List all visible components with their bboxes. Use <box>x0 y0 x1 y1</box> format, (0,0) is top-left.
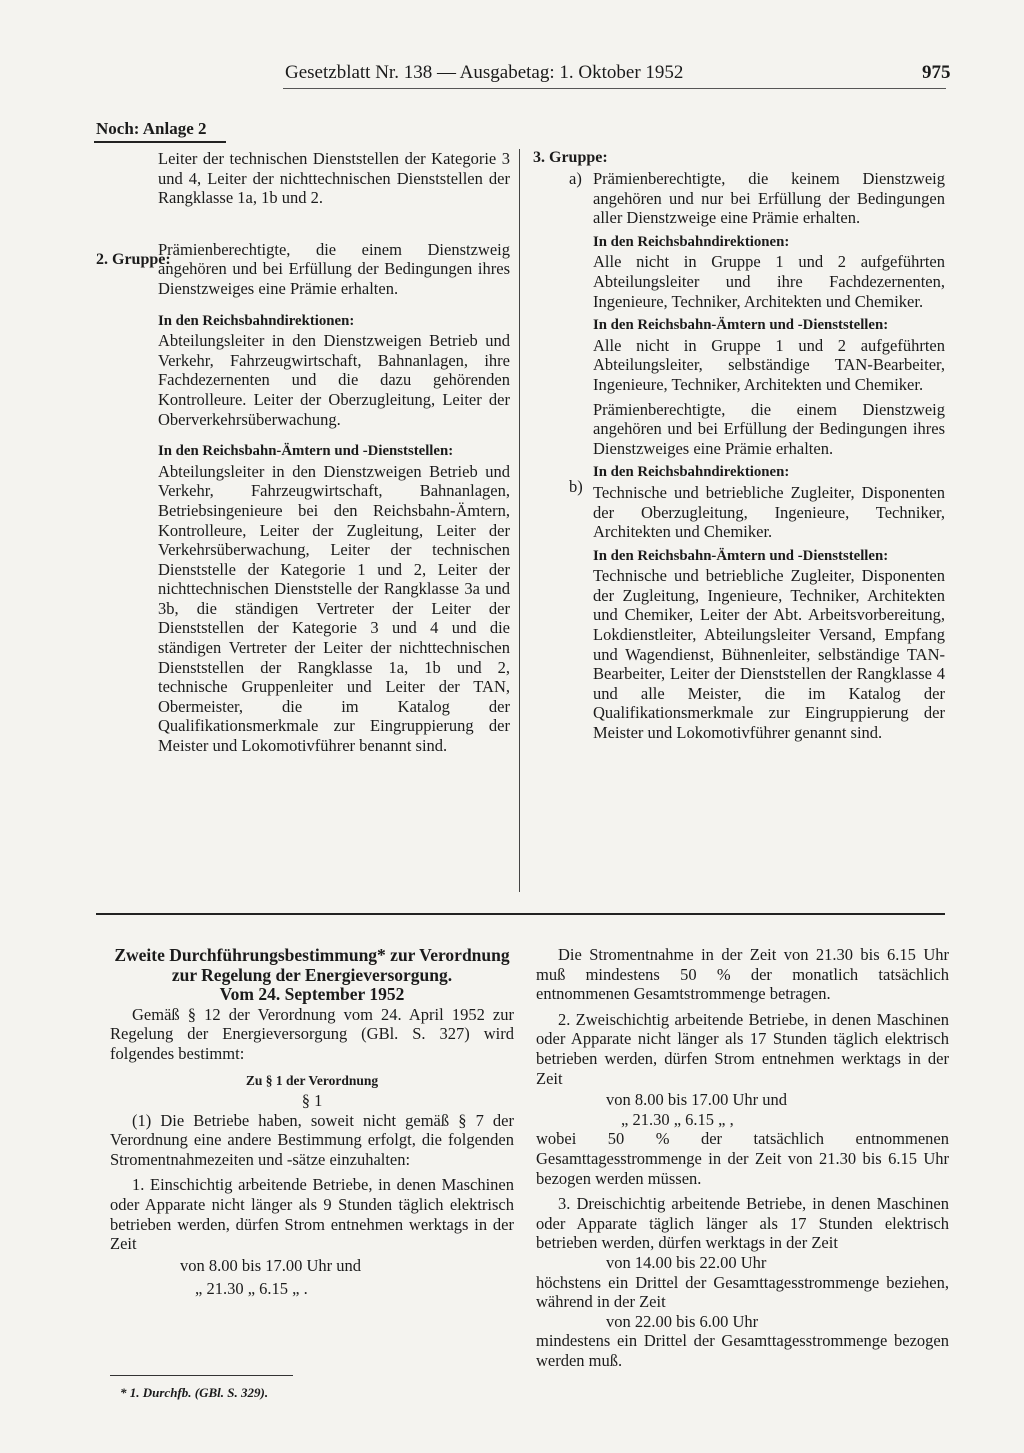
anlage-heading: Noch: Anlage 2 <box>96 119 207 138</box>
footnote: * 1. Durchfb. (GBl. S. 329). <box>120 1385 269 1400</box>
left-column <box>158 149 510 756</box>
g3a-aemter-text: Alle nicht in Gruppe 1 und 2 aufgeführten Abteilungsleiter, selbständige TAN-Bearbeiter, Ingenieure, Techniker, Architekten und Chemiker. <box>593 335 945 394</box>
verordnung-left-column <box>110 945 514 1299</box>
item-3-time-2: von 22.00 bis 6.00 Uhr <box>606 1311 759 1331</box>
g2-direktionen-text: Abteilungsleiter in den Dienstzweigen Betrieb und Verkehr, Fahrzeugwirtschaft, Bahnanlagen, ihre Fachdezernenten und die dazu gehörenden Kontrolleure. Leiter der Oberzugleitung, Leiter der Oberverkehrsüberwachung. <box>158 331 510 429</box>
g2-direktionen-heading: In den Reichsbahndirektionen: <box>158 312 355 329</box>
zu-paragraph-heading: Zu § 1 der Verordnung <box>245 1073 379 1089</box>
g3b-direktionen-text: Technische und betriebliche Zugleiter, Disponenten der Oberzugleitung, Ingenieure, Techniker, Architekten und Chemiker. <box>593 482 945 542</box>
right-column <box>593 169 945 743</box>
absatz-1: (1) Die Betriebe haben, soweit nicht gemäß § 7 der Verordnung eine andere Bestimmung erfolgt, die folgenden Stromentnahmezeiten und -sätze einzuhalten: <box>110 1110 514 1169</box>
item-3: 3. Dreischichtig arbeitende Betriebe, in denen Maschinen oder Apparate täglich länger als 17 Stunden elektrisch betrieben werden, dürfen werktags in der Zeit <box>536 1194 949 1253</box>
g3b-aemter-text: Technische und betriebliche Zugleiter, Disponenten der Zugleitung, Ingenieure, Techniker, Architekten und Chemiker, Leiter der Abt. Arbeitsvorbereitung, Lokdienstleiter, Abteilungsleiter Versand, Empfang und Wagendienst, Bühnenleiter, selbständige TAN-Bearbeiter, Leiter der Dienststellen der Rangklasse 4 und alle Meister, die im Katalog der Qualifikationsmerkmale zur Eingruppierung der Meister und Lokomotivführer genannt sind. <box>593 566 945 743</box>
page-number: 975 <box>922 62 951 83</box>
page-header-title: Gesetzblatt Nr. 138 — Ausgabetag: 1. Oktober 1952 <box>285 62 684 83</box>
item-1-time-2: „ 21.30 „ 6.15 „ . <box>195 1279 308 1299</box>
g3b-direktionen-heading: In den Reichsbahndirektionen: <box>593 464 790 481</box>
gruppe2-text: Prämienberechtigte, die einem Dienstzweig angehören und bei Erfüllung der Bedingungen ihres Dienstzweiges eine Prämie erhalten. <box>158 239 510 298</box>
item-3-end: mindestens ein Drittel der Gesamttagesstrommenge bezogen werden muß. <box>536 1331 949 1370</box>
item-2-time-1: von 8.00 bis 17.00 Uhr und <box>606 1090 788 1110</box>
g3a-direktionen-heading: In den Reichsbahndirektionen: <box>593 233 790 250</box>
g2-aemter-heading: In den Reichsbahn-Ämtern und -Dienststellen: <box>158 443 454 460</box>
item-1: 1. Einschichtig arbeitende Betriebe, in denen Maschinen oder Apparate nicht länger als 9 Stunden täglich elektrisch betrieben werden, dürfen Strom entnehmen werktags in der Zeit <box>110 1175 514 1254</box>
paragraph-sign: § 1 <box>301 1090 323 1110</box>
g3a-direktionen-text: Alle nicht in Gruppe 1 und 2 aufgeführten Abteilungsleiter und ihre Fachdezernenten, Ingenieure, Techniker, Architekten und Chemiker. <box>593 252 945 311</box>
g3a-text: Prämienberechtigte, die keinem Dienstzweig angehören und nur bei Erfüllung der Bedingungen aller Dienstzweige eine Prämie erhalten. <box>593 169 945 228</box>
anlage-heading-underline <box>94 141 226 143</box>
g3b-aemter-heading: In den Reichsbahn-Ämtern und -Dienststellen: <box>593 547 889 564</box>
intro-text: Leiter der technischen Dienststellen der Kategorie 3 und 4, Leiter der nichttechnischen Dienststellen der Rangklasse 1a, 1b und 2. <box>158 149 510 208</box>
section-separator <box>96 913 945 915</box>
column-divider <box>519 149 520 892</box>
verordnung-right-column <box>536 945 949 1370</box>
gruppe2-label: 2. Gruppe: <box>96 251 171 268</box>
footnote-rule <box>110 1375 293 1376</box>
g3b-label: b) <box>569 477 583 496</box>
item-2-time-2: „ 21.30 „ 6.15 „ , <box>621 1109 734 1129</box>
item-3-middle: höchstens ein Drittel der Gesamttagesstrommenge beziehen, während in der Zeit <box>536 1272 949 1312</box>
g2-aemter-text: Abteilungsleiter in den Dienstzweigen Betrieb und Verkehr, Fahrzeugwirtschaft, Bahnanlagen, Betriebsingenieure bei den Reichsbahn-Ämtern, Kontrolleure, Leiter der Zugleitung, Leiter der Verkehrsüberwachung, Leiter der technischen Dienststelle der Kategorie 1 und 2, Leiter der nichttechnischen Dienststelle der Rangklasse 3a und 3b, die ständigen Vertreter der Leiter der Dienststellen der Kategorie 3 und 4 und die ständigen Vertreter der Leiter der nichttechnischen Dienststellen der Rangklasse 1a, 1b und 2, technische Gruppenleiter und Leiter der TAN, Obermeister, die im Katalog der Qualifikationsmerkmale zur Eingruppierung der Meister und Lokomotivführer benannt sind. <box>158 461 510 756</box>
g3b-text: Prämienberechtigte, die einem Dienstzweig angehören und bei Erfüllung der Bedingungen ihres Dienstzweiges eine Prämie erhalten. <box>593 399 945 458</box>
verordnung-date: Vom 24. September 1952 <box>219 984 405 1004</box>
preamble: Gemäß § 12 der Verordnung vom 24. April 1952 zur Regelung der Energieversorgung (GBl. S. 327) wird folgendes bestimmt: <box>110 1004 514 1063</box>
gruppe3-label: 3. Gruppe: <box>533 149 608 166</box>
verordnung-title: Zweite Durchführungsbestimmung* zur Verordnung zur Regelung der Energieversorgung. <box>114 945 510 985</box>
item-2-continuation: wobei 50 % der tatsächlich entnommenen Gesamttagesstrommenge in der Zeit von 21.30 bis 6.15 Uhr bezogen werden müssen. <box>536 1129 949 1188</box>
g3a-label: a) <box>569 169 582 188</box>
item-1-time-1: von 8.00 bis 17.00 Uhr und <box>180 1255 362 1275</box>
item-1-continuation: Die Stromentnahme in der Zeit von 21.30 bis 6.15 Uhr muß mindestens 50 % der monatlich tatsächlich entnommenen Gesamtstrommenge betragen. <box>536 945 949 1004</box>
item-3-time-1: von 14.00 bis 22.00 Uhr <box>606 1252 767 1272</box>
header-rule <box>283 88 946 89</box>
g3a-aemter-heading: In den Reichsbahn-Ämtern und -Dienststellen: <box>593 317 889 334</box>
item-2: 2. Zweischichtig arbeitende Betriebe, in denen Maschinen oder Apparate nicht länger als 17 Stunden täglich elektrisch betrieben werden, dürfen Strom entnehmen werktags in der Zeit <box>536 1009 949 1088</box>
